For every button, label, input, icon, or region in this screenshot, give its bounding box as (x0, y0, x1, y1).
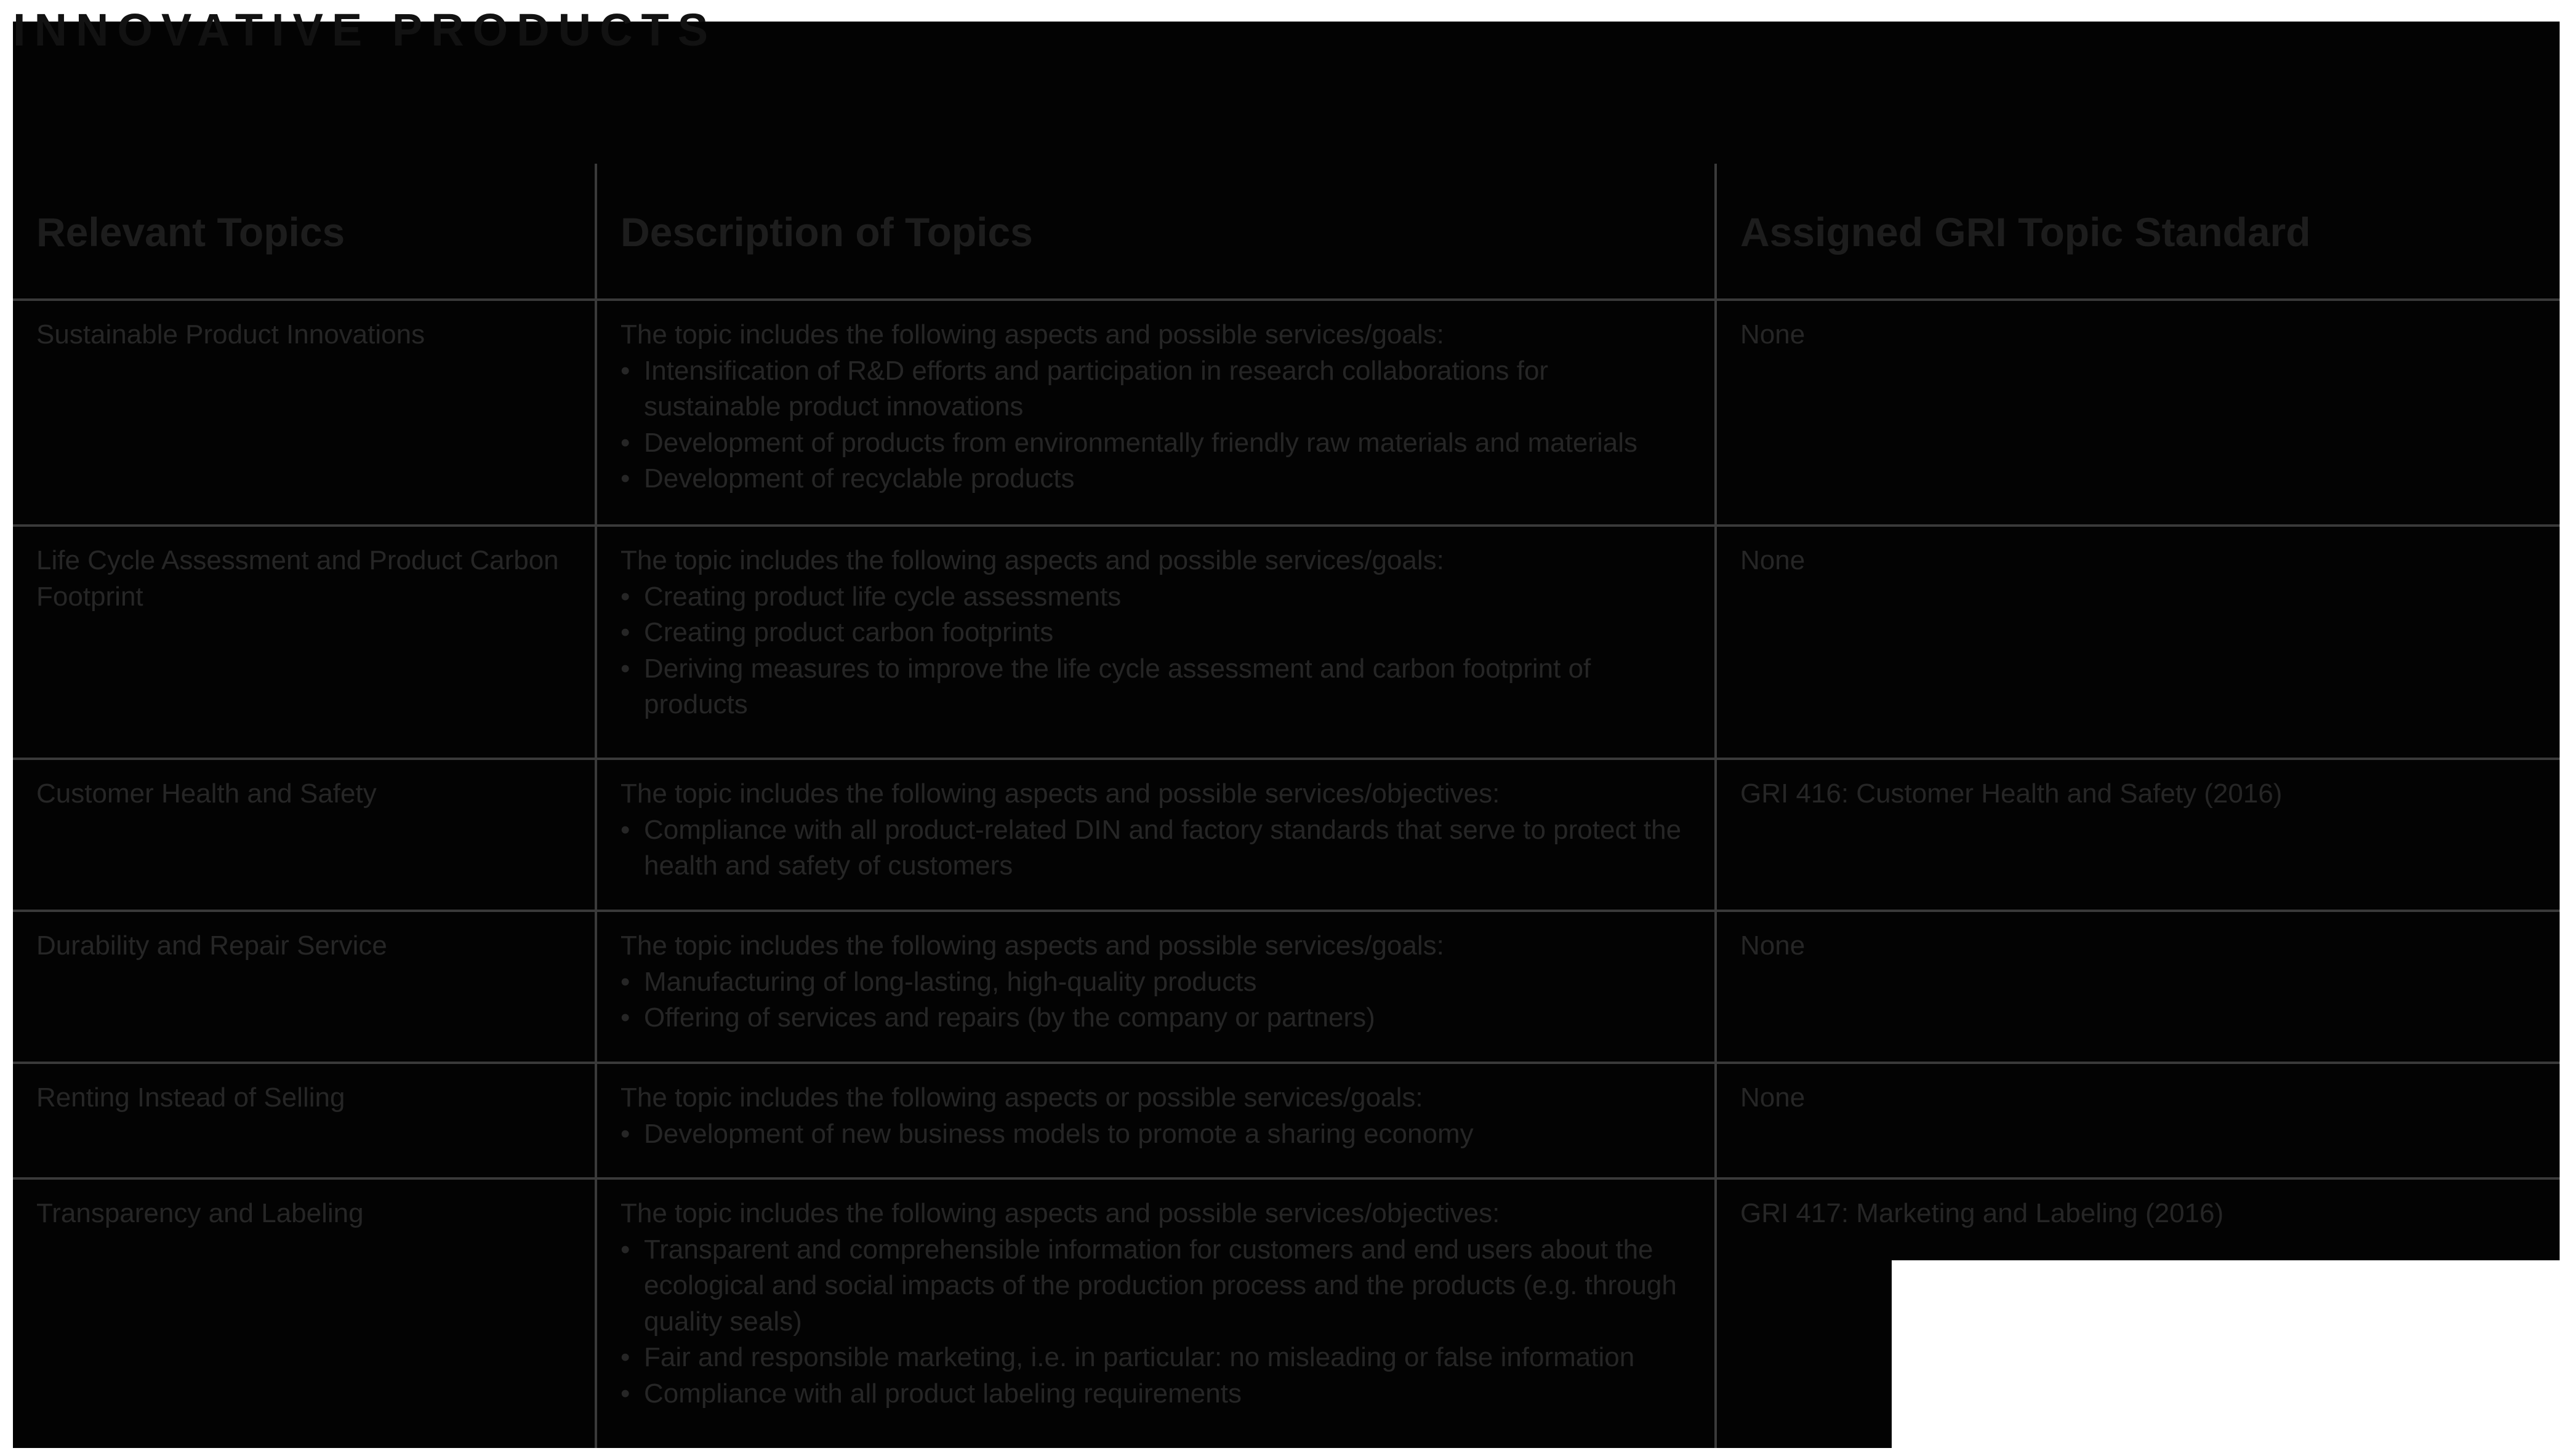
description-list (621, 579, 1692, 723)
description-list (621, 1232, 1692, 1412)
description-cell (596, 1178, 1716, 1448)
topic-cell: Sustainable Product Innovations (13, 300, 596, 526)
description-list (621, 812, 1692, 884)
description-bullet: • Development of products from environmentally friendly raw materials and materials (621, 425, 1692, 462)
description-intro: The topic includes the following aspects and possible services/goals: (621, 319, 1444, 350)
gri-standard-cell: None (1716, 526, 2560, 759)
table-header-row (13, 164, 2560, 300)
description-cell (596, 300, 1716, 526)
description-bullet: • Offering of services and repairs (by the company or partners) (621, 1000, 1692, 1036)
topics-table (13, 164, 2560, 1448)
description-cell (596, 1063, 1716, 1178)
topic-cell: Renting Instead of Selling (13, 1063, 596, 1178)
description-bullet: • Compliance with all product-related DIN and factory standards that serve to protect the health and safety of customers (621, 812, 1692, 884)
blank-page-corner (1892, 1260, 2575, 1456)
table-row (13, 526, 2560, 759)
description-list (621, 964, 1692, 1036)
description-list (621, 353, 1692, 497)
gri-standard-cell: None (1716, 300, 2560, 526)
description-intro: The topic includes the following aspects and possible services/objectives: (621, 778, 1500, 809)
description-intro: The topic includes the following aspects or possible services/goals: (621, 1082, 1423, 1113)
topic-cell: Transparency and Labeling (36, 1198, 364, 1228)
description-bullet: • Intensification of R&D efforts and participation in research collaborations for sustainable product innovations (621, 353, 1692, 425)
topic-cell: Customer Health and Safety (13, 759, 596, 911)
description-intro: The topic includes the following aspects and possible services/goals: (621, 930, 1444, 961)
section-title: INNOVATIVE PRODUCTS (13, 4, 717, 55)
gri-standard-cell: GRI 417: Marketing and Labeling (2016) (1716, 1178, 2560, 1448)
description-intro: The topic includes the following aspects and possible services/goals: (621, 545, 1444, 575)
description-bullet: • Deriving measures to improve the life cycle assessment and carbon footprint of products (621, 651, 1692, 723)
description-bullet: • Manufacturing of long-lasting, high-quality products (621, 964, 1692, 1001)
table-row (13, 759, 2560, 911)
description-list (621, 1116, 1692, 1153)
description-cell (596, 759, 1716, 911)
description-bullet: • Development of new business models to promote a sharing economy (621, 1116, 1692, 1153)
description-bullet: • Compliance with all product labeling requirements (621, 1376, 1692, 1412)
description-bullet: • Fair and responsible marketing, i.e. in particular: no misleading or false information (621, 1340, 1692, 1376)
table-row (13, 911, 2560, 1063)
description-bullet: • Creating product life cycle assessments (621, 579, 1692, 615)
header-assigned-gri-standard: Assigned GRI Topic Standard (1716, 164, 2560, 300)
description-bullet: • Creating product carbon footprints (621, 615, 1692, 651)
header-relevant-topics: Relevant Topics (13, 164, 596, 300)
description-bullet: • Transparent and comprehensible information for customers and end users about the ecological and social impacts of the production process and the products (e.g. through quality seals) (621, 1232, 1692, 1340)
header-description-of-topics: Description of Topics (596, 164, 1716, 300)
description-bullet: • Development of recyclable products (621, 461, 1692, 497)
description-cell (596, 526, 1716, 759)
description-cell (596, 911, 1716, 1063)
table-row (13, 300, 2560, 526)
topic-cell: Durability and Repair Service (13, 911, 596, 1063)
gri-standard-cell: GRI 416: Customer Health and Safety (2016) (1716, 759, 2560, 911)
description-intro: The topic includes the following aspects and possible services/objectives: (621, 1198, 1500, 1228)
topic-cell: Life Cycle Assessment and Product Carbon Footprint (13, 526, 596, 759)
gri-standard-cell: None (1716, 911, 2560, 1063)
gri-standard-cell: None (1716, 1063, 2560, 1178)
table-row (13, 1063, 2560, 1178)
